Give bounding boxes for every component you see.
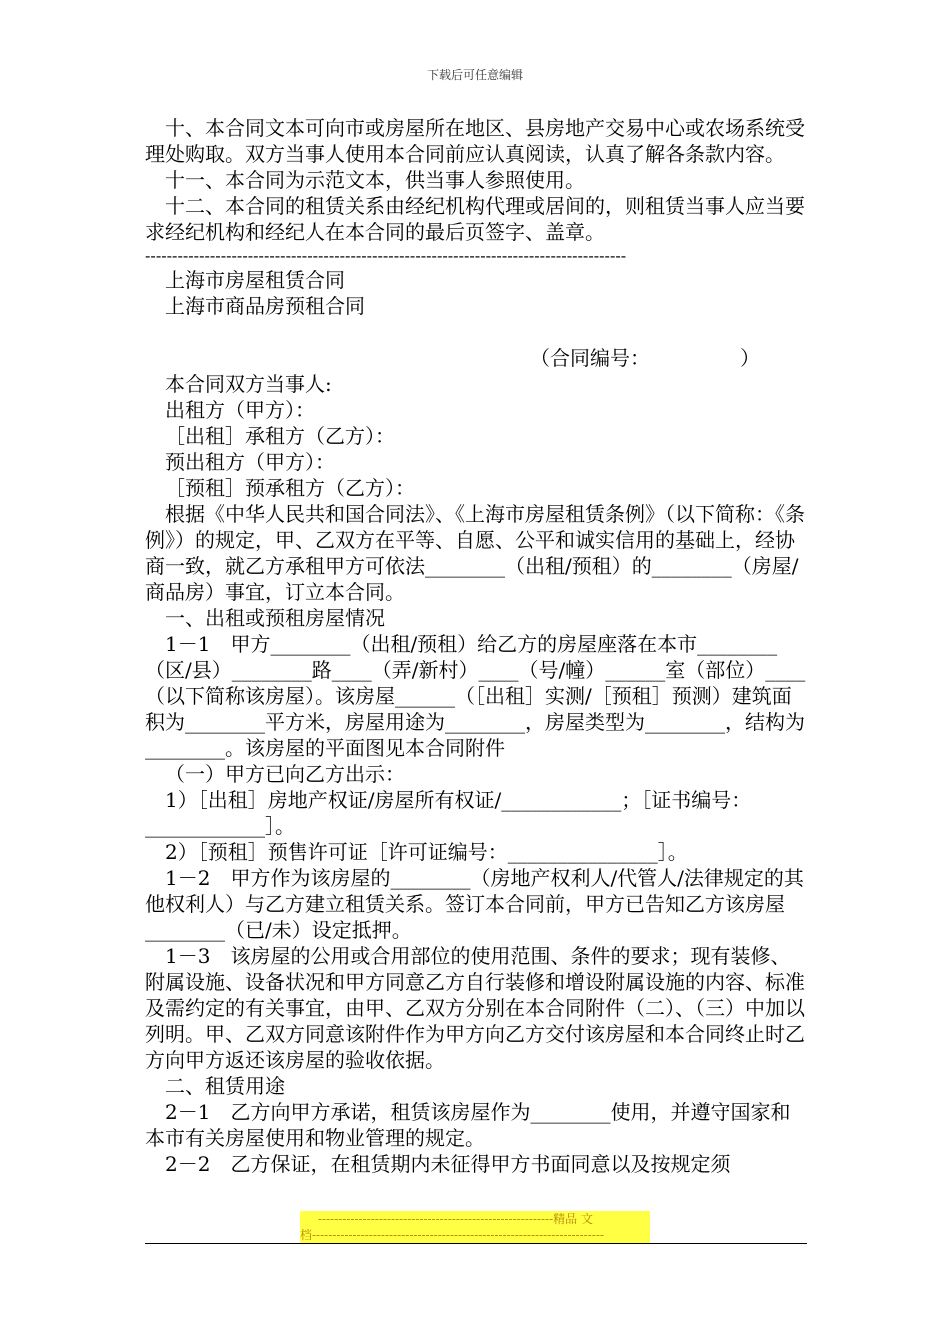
clause-1-3: 1－3 该房屋的公用或合用部位的使用范围、条件的要求；现有装修、附属设施、设备状况和甲方同意乙方自行装修和增设附属设施的内容、标准及需约定的有关事宜，由甲、乙双方分别在本合同附件（二）、（三）中加以列明。甲、乙双方同意该附件作为甲方向乙方交付该房屋和本合同终止时乙方向甲方返还该房屋的验收依据。 xyxy=(145,944,805,1072)
footer-line-2: 档------------------------------------------------------------------------ xyxy=(300,1228,604,1242)
basis-paragraph: 根据《中华人民共和国合同法》、《上海市房屋租赁条例》（以下简称：《条例》）的规定，甲、乙双方在平等、自愿、公平和诚实信用的基础上，经协商一致，就乙方承租甲方可依法________（出租/预租）的________（房屋/商品房）事宜，订立本合同。 xyxy=(145,502,805,604)
section-1-heading: 一、出租或预租房屋情况 xyxy=(165,606,385,630)
paragraph-11: 十一、本合同为示范文本，供当事人参照使用。 xyxy=(165,168,585,192)
separator-line: ----------------------------------------------------------------------------------------- xyxy=(145,246,627,265)
contract-number: （合同编号： ） xyxy=(530,346,760,370)
paragraph-12: 十二、本合同的租赁关系由经纪机构代理或居间的，则租赁当事人应当要求经纪机构和经纪人在本合同的最后页签字、盖章。 xyxy=(145,194,805,244)
lessor-line: 出租方（甲方）： xyxy=(165,398,315,422)
footer-watermark xyxy=(300,1211,650,1243)
header-note: 下载后可任意编辑 xyxy=(426,68,523,82)
footer-line-1: ----------------------------------------------------------精品 文 xyxy=(318,1212,593,1226)
document-body xyxy=(145,115,810,1177)
clause-1-2: 1－2 甲方作为该房屋的________（房地产权利人/代管人/法律规定的其他权利人）与乙方建立租赁关系。签订本合同前，甲方已告知乙方该房屋________（已/未）设定抵押。 xyxy=(145,866,804,942)
clause-2-2: 2－2 乙方保证，在租赁期内未征得甲方书面同意以及按规定须 xyxy=(165,1152,731,1176)
section-2-heading: 二、租赁用途 xyxy=(165,1074,285,1098)
contract-title-prelease: 上海市商品房预租合同 xyxy=(165,294,365,318)
parties-heading: 本合同双方当事人: xyxy=(165,372,332,396)
clause-1-1-b: 1）［出租］房地产权证/房屋所有权证/____________；［证书编号：____________］。 xyxy=(145,788,752,838)
clause-1-1-a: （一）甲方已向乙方出示： xyxy=(165,762,405,786)
footer-rule xyxy=(145,1243,807,1244)
pre-lessor-line: 预出租方（甲方）： xyxy=(165,450,335,474)
clause-2-1: 2－1 乙方向甲方承诺，租赁该房屋作为________使用，并遵守国家和本市有关房屋使用和物业管理的规定。 xyxy=(145,1100,791,1150)
pre-lessee-line: ［预租］预承租方（乙方）： xyxy=(165,476,415,500)
paragraph-10: 十、本合同文本可向市或房屋所在地区、县房地产交易中心或农场系统受理处购取。双方当事人使用本合同前应认真阅读，认真了解各条款内容。 xyxy=(145,116,805,166)
clause-1-1-c: 2）［预租］预售许可证［许可证编号：_______________］。 xyxy=(165,840,688,864)
clause-1-1: 1－1 甲方________（出租/预租）给乙方的房屋座落在本市________（区/县）________路____（弄/新村）____（号/幢）______室（部位）____（以下简称该房屋）。该房屋______（［出租］实测/［预租］预测）建筑面积为________平方米，房屋用途为________，房屋类型为________，结构为________。该房屋的平面图见本合同附件 xyxy=(145,632,806,760)
lessee-line: ［出租］承租方（乙方）： xyxy=(165,424,395,448)
contract-title-lease: 上海市房屋租赁合同 xyxy=(165,268,345,292)
